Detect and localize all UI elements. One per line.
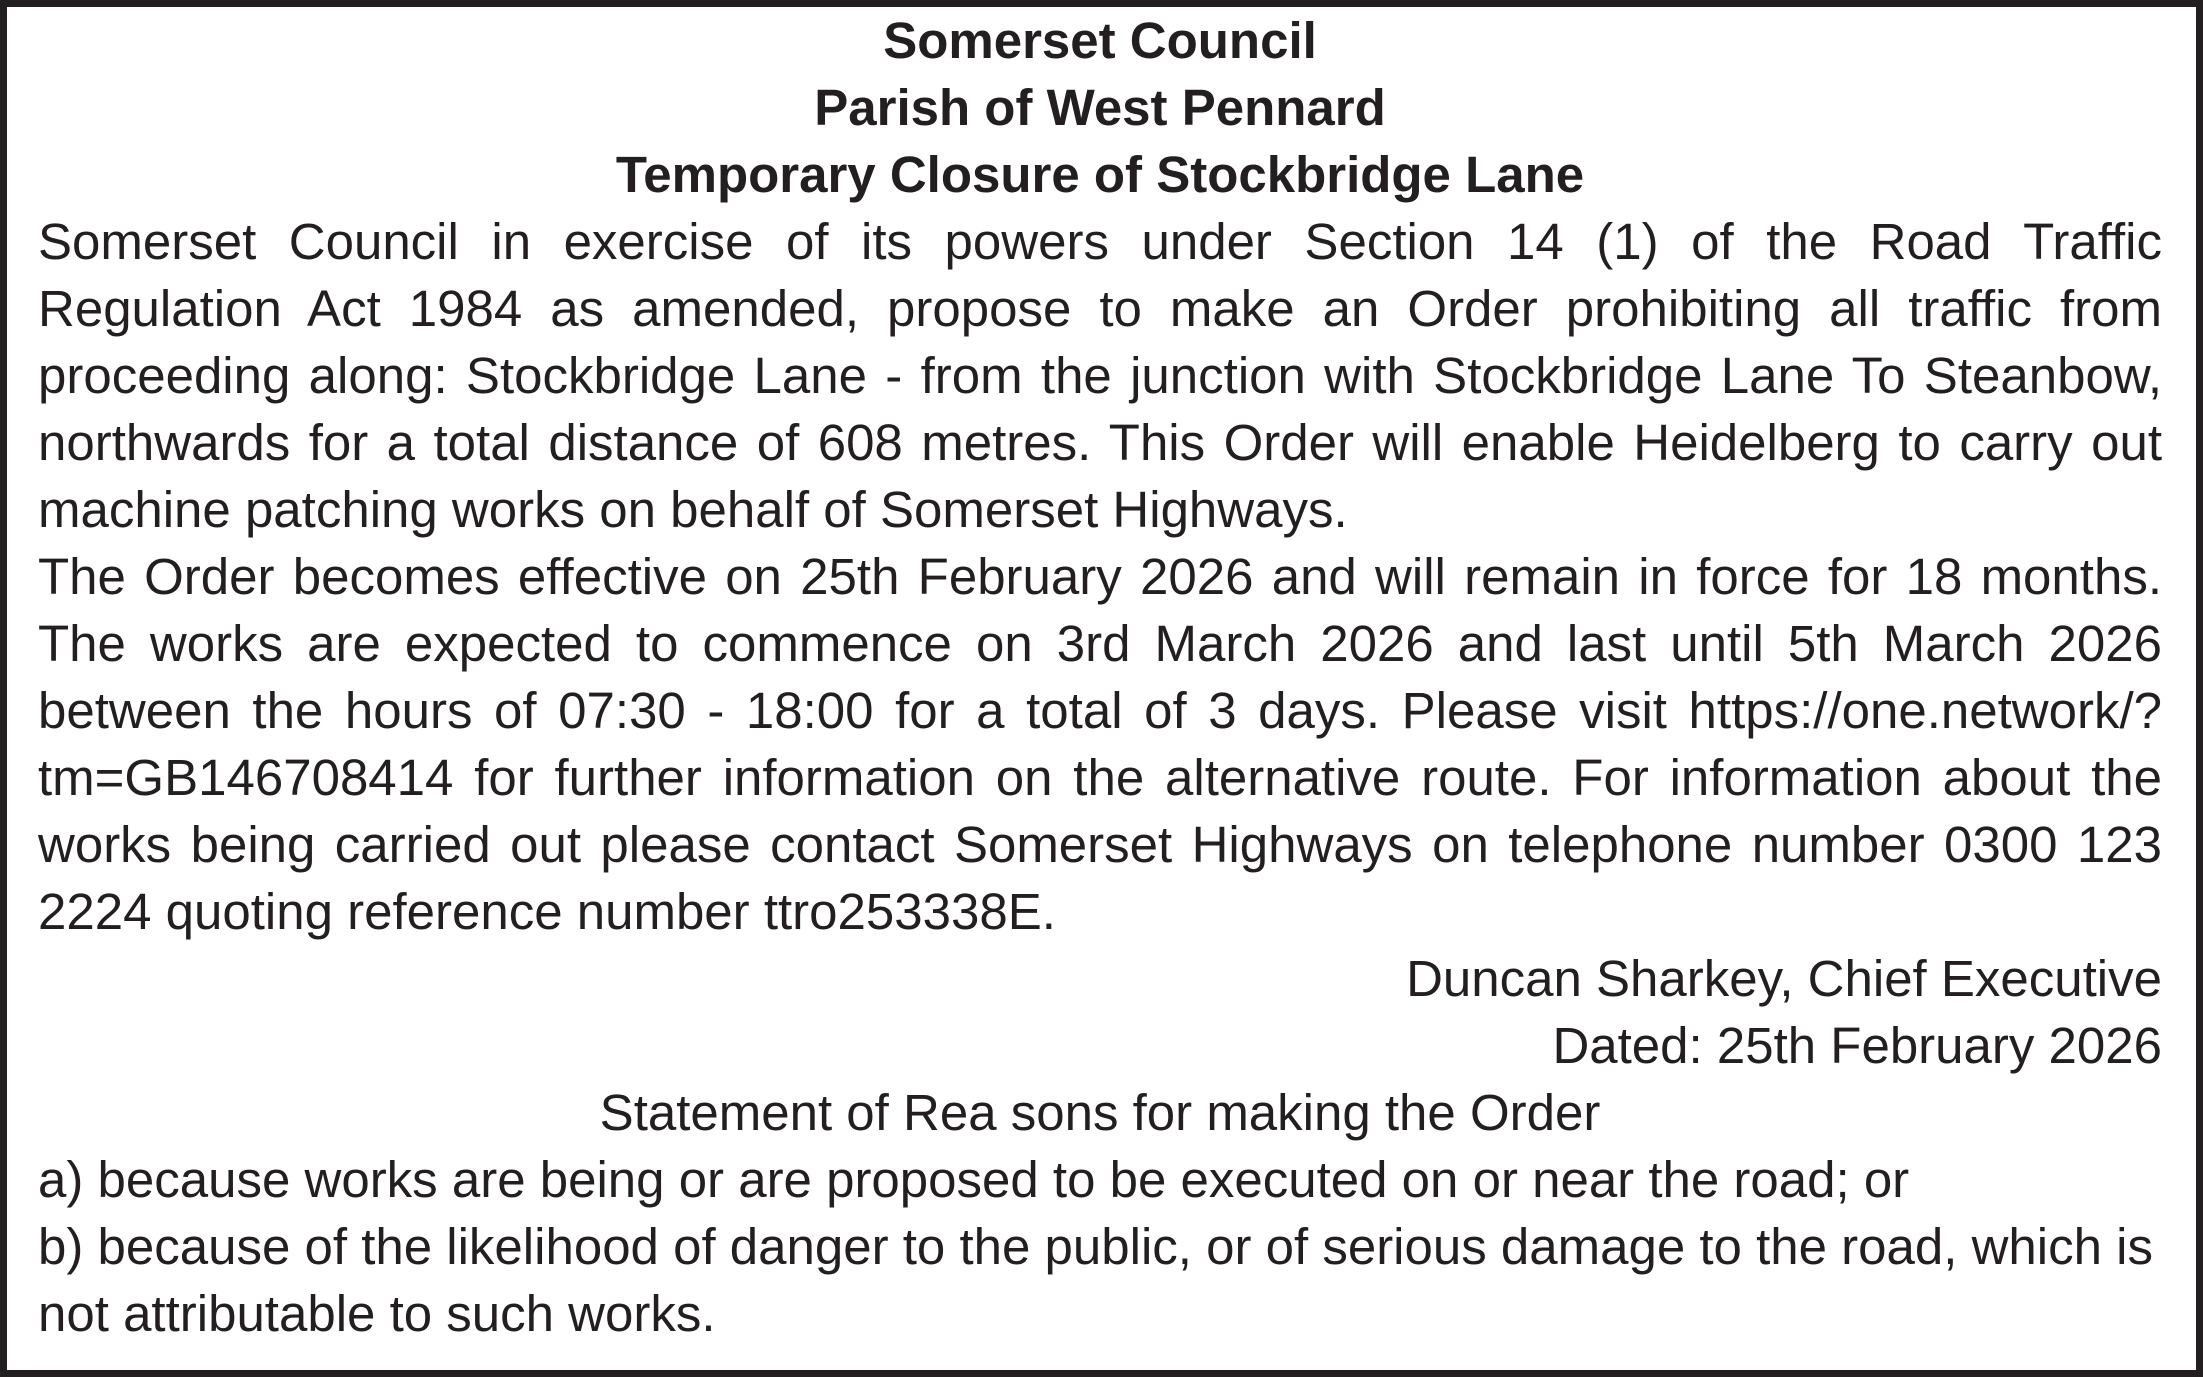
council-name: Somerset Council — [883, 12, 1317, 69]
notice-title: Temporary Closure of Stockbridge Lane — [615, 146, 1585, 203]
effective-paragraph: The Order becomes effective on 25th February 2026 and will remain in force for 18 months. The works are expected to commence on 3rd March 2026 and last until 5th March 2026 between the hours of 07:30 - 18:00 for a total of 3 days. Please visit https://one.network/?tm=GB146708414 for further information on the alternative route. For information about the works being carried out please contact Somerset Highways on telephone number 0300 123 2224 quoting reference number ttro253338E. — [38, 548, 2162, 940]
dated-line: Dated: 25th February 2026 — [1552, 1017, 2162, 1074]
reason-b: b) because of the likelihood of danger to the public, or of serious damage to the road, which is not attributable to such works. — [38, 1218, 2153, 1342]
parish-name: Parish of West Pennard — [814, 79, 1386, 136]
reason-a: a) because works are being or are proposed to be executed on or near the road; or — [38, 1151, 1910, 1208]
order-paragraph: Somerset Council in exercise of its powers under Section 14 (1) of the Road Traffic Regulation Act 1984 as amended, propose to make an Order prohibiting all traffic from proceeding along: Stockbridge Lane - from the junction with Stockbridge Lane To Steanbow, northwards for a total distance of 608 metres. This Order will enable Heidelberg to carry out machine patching works on behalf of Somerset Highways. — [38, 213, 2162, 538]
signatory: Duncan Sharkey, Chief Executive — [1406, 950, 2162, 1007]
reasons-heading: Statement of Rea sons for making the Order — [599, 1084, 1601, 1141]
